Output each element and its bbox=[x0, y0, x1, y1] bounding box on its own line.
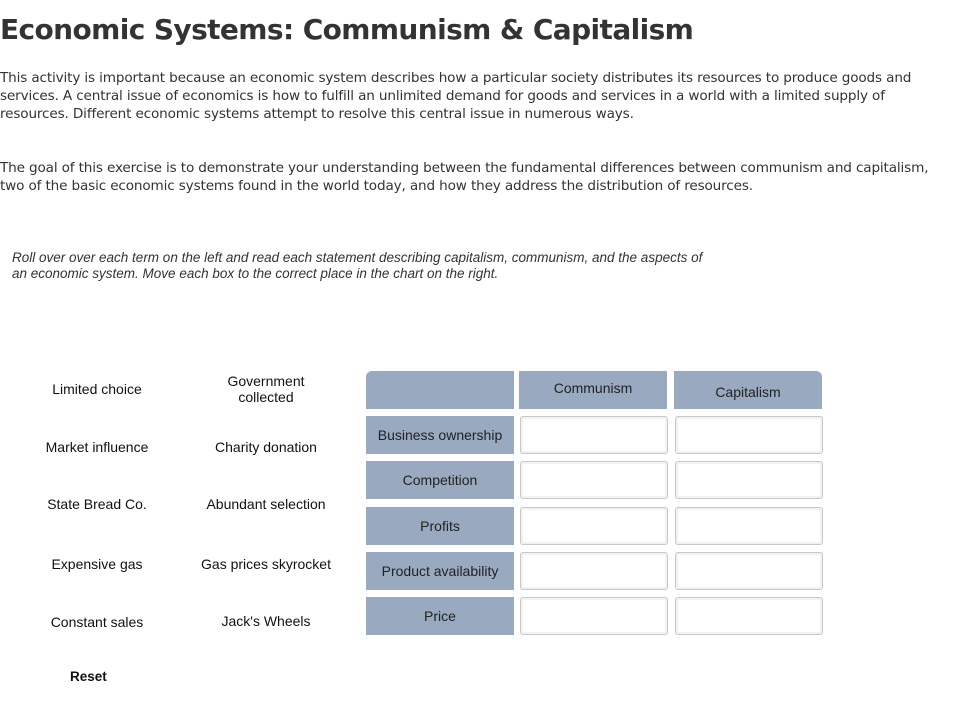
drop-cell-capitalism-price[interactable] bbox=[675, 597, 823, 635]
column-header-communism: Communism bbox=[519, 371, 667, 409]
drop-cell-communism-product-availability[interactable] bbox=[520, 552, 668, 590]
drop-cell-capitalism-profits[interactable] bbox=[675, 507, 823, 545]
row-label-business-ownership: Business ownership bbox=[366, 416, 514, 454]
drop-cell-communism-price[interactable] bbox=[520, 597, 668, 635]
term-box[interactable] bbox=[191, 371, 341, 407]
intro-paragraph: This activity is important because an economic system describes how a particular society distributes its resources to produce goods and services. A central issue of economics is how to fulfill an unlimited demand for goods and services in a world with a limited supply of resources. Different economic systems attempt to resolve this central issue in numerous ways. bbox=[0, 70, 912, 122]
term-box[interactable]: Jack's Wheels bbox=[221, 613, 311, 629]
drop-cell-capitalism-business-ownership[interactable] bbox=[675, 416, 823, 454]
term-box[interactable]: Limited choice bbox=[52, 381, 142, 397]
column-header-capitalism: Capitalism bbox=[674, 371, 822, 409]
term-box[interactable]: Constant sales bbox=[50, 614, 144, 630]
chart-corner-header bbox=[366, 371, 514, 409]
drop-cell-communism-profits[interactable] bbox=[520, 507, 668, 545]
reset-button[interactable]: Reset bbox=[70, 669, 107, 684]
row-label-competition: Competition bbox=[366, 461, 514, 499]
term-box[interactable]: Gas prices skyrocket bbox=[201, 556, 331, 572]
page-title: Economic Systems: Communism & Capitalism bbox=[0, 13, 694, 46]
term-box[interactable]: State Bread Co. bbox=[47, 496, 147, 512]
row-label-product-availability: Product availability bbox=[366, 552, 514, 590]
term-box[interactable]: Charity donation bbox=[215, 439, 317, 455]
term-label: Government collected bbox=[227, 373, 305, 405]
drop-cell-communism-competition[interactable] bbox=[520, 461, 668, 499]
drop-cell-capitalism-competition[interactable] bbox=[675, 461, 823, 499]
drop-cell-capitalism-product-availability[interactable] bbox=[675, 552, 823, 590]
row-label-profits: Profits bbox=[366, 507, 514, 545]
row-label-price: Price bbox=[366, 597, 514, 635]
term-box[interactable]: Expensive gas bbox=[51, 556, 143, 572]
drop-cell-communism-business-ownership[interactable] bbox=[520, 416, 668, 454]
instructions-text: Roll over over each term on the left and read each statement describing capitalism, communism, and the aspects of an economic system. Move each box to the correct place in the chart on the right. bbox=[12, 250, 703, 281]
term-box[interactable]: Abundant selection bbox=[206, 496, 326, 512]
goal-paragraph: The goal of this exercise is to demonstrate your understanding between the fundamental differences between communism and capitalism, two of the basic economic systems found in the world today, and how they address the distribution of resources. bbox=[0, 160, 929, 194]
term-box[interactable]: Market influence bbox=[45, 439, 149, 455]
